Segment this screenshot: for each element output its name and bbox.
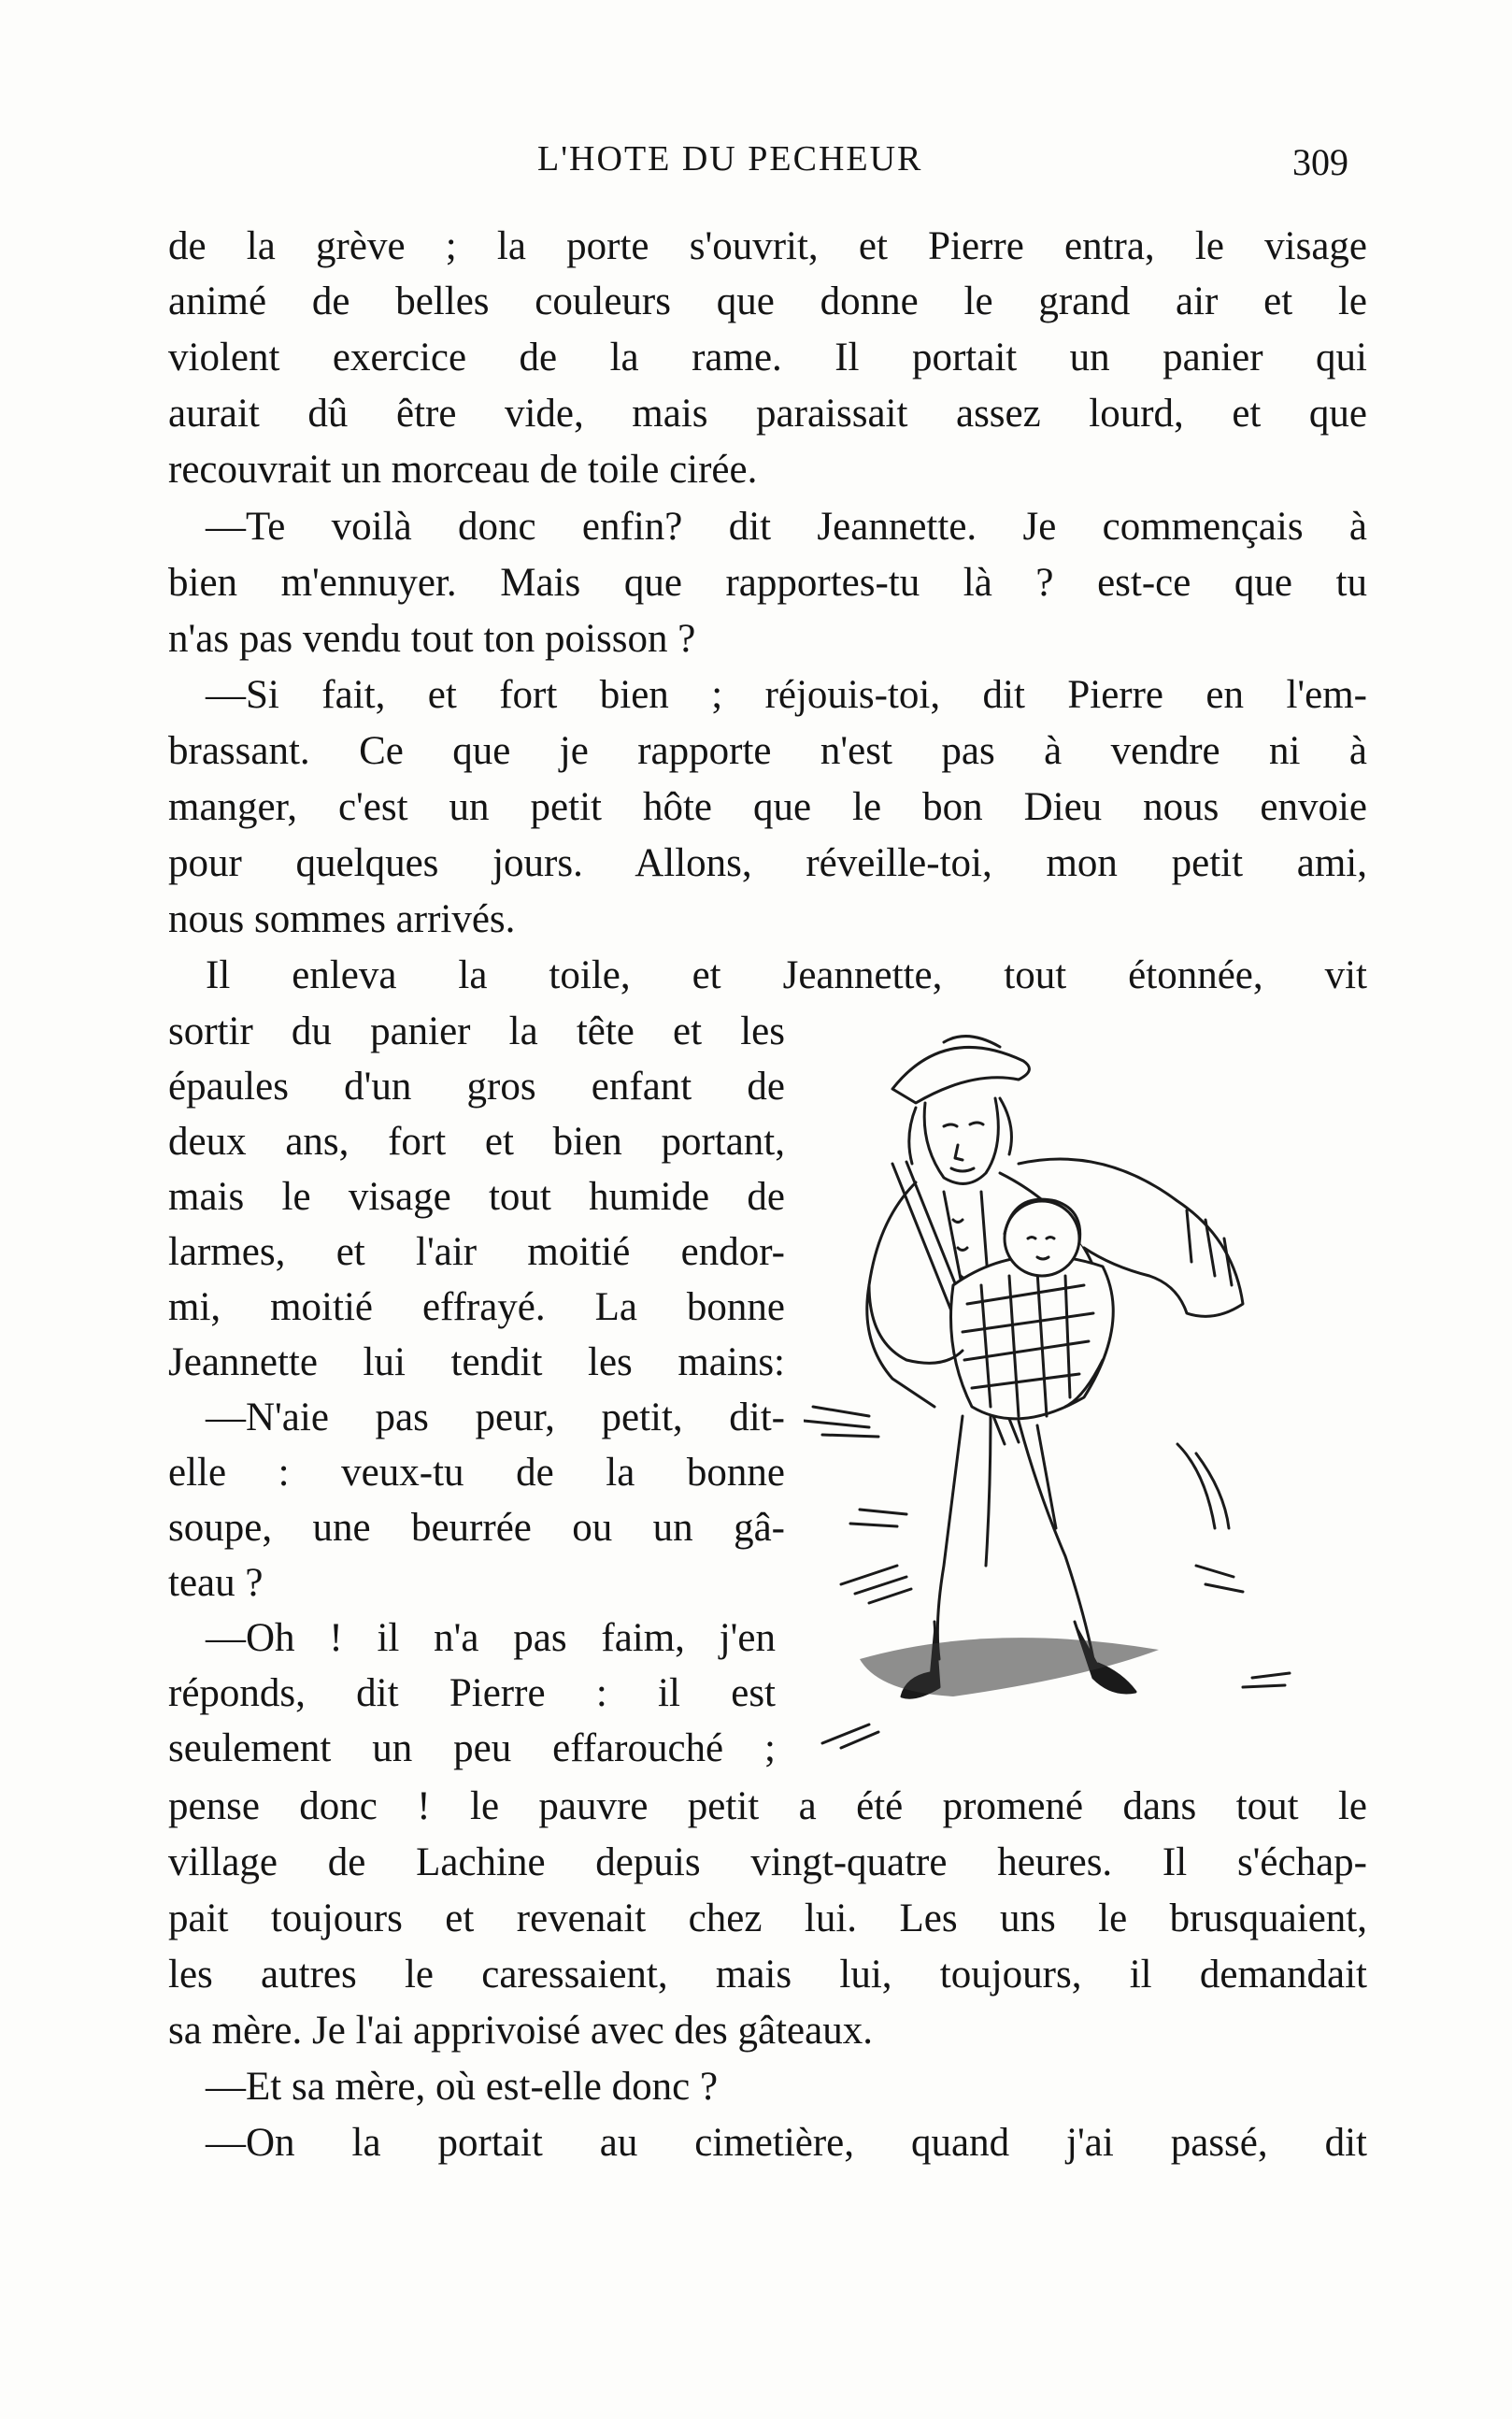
- text-line: manger, c'est un petit hôte que le bon Dieu nous envoie: [168, 785, 1367, 829]
- text-line: mais le visage tout humide de: [168, 1175, 785, 1219]
- text-line: —On la portait au cimetière, quand j'ai passé, dit: [206, 2121, 1367, 2165]
- text-line: seulement un peu effarouché ;: [168, 1726, 776, 1770]
- text-line: —Si fait, et fort bien ; réjouis-toi, dit Pierre en l'em-: [206, 673, 1367, 717]
- text-line: nous sommes arrivés.: [168, 897, 516, 941]
- page-number: 309: [1292, 141, 1348, 183]
- text-line: deux ans, fort et bien portant,: [168, 1120, 785, 1164]
- text-line: n'as pas vendu tout ton poisson ?: [168, 617, 696, 661]
- text-line: violent exercice de la rame. Il portait un panier qui: [168, 336, 1367, 379]
- text-line: village de Lachine depuis vingt-quatre heures. Il s'échap-: [168, 1840, 1367, 1884]
- text-line: pour quelques jours. Allons, réveille-toi, mon petit ami,: [168, 841, 1367, 885]
- text-line: de la grève ; la porte s'ouvrit, et Pierre entra, le visage: [168, 224, 1367, 268]
- text-line: recouvrait un morceau de toile cirée.: [168, 448, 758, 492]
- text-line: soupe, une beurrée ou un gâ-: [168, 1506, 785, 1550]
- text-line: aurait dû être vide, mais paraissait assez lourd, et que: [168, 392, 1367, 436]
- text-line: —Et sa mère, où est-elle donc ?: [206, 2065, 719, 2109]
- text-line: réponds, dit Pierre : il est: [168, 1671, 776, 1715]
- text-line: —N'aie pas peur, petit, dit-: [206, 1396, 785, 1439]
- text-line: —Oh ! il n'a pas faim, j'en: [206, 1616, 776, 1660]
- text-line: Il enleva la toile, et Jeannette, tout étonnée, vit: [206, 953, 1367, 997]
- text-line: elle : veux-tu de la bonne: [168, 1451, 785, 1495]
- text-line: larmes, et l'air moitié endor-: [168, 1230, 785, 1274]
- text-line: épaules d'un gros enfant de: [168, 1065, 785, 1109]
- fisherman-illustration-icon: [804, 1005, 1336, 1762]
- text-line: mi, moitié effrayé. La bonne: [168, 1285, 785, 1329]
- text-line: sortir du panier la tête et les: [168, 1009, 785, 1053]
- text-line: animé de belles couleurs que donne le grand air et le: [168, 279, 1367, 323]
- running-title: L'HOTE DU PECHEUR: [537, 139, 923, 179]
- text-line: brassant. Ce que je rapporte n'est pas à vendre ni à: [168, 729, 1367, 773]
- text-line: —Te voilà donc enfin? dit Jeannette. Je commençais à: [206, 505, 1367, 549]
- text-line: bien m'ennuyer. Mais que rapportes-tu là ? est-ce que tu: [168, 561, 1367, 605]
- text-line: teau ?: [168, 1561, 264, 1605]
- text-line: sa mère. Je l'ai apprivoisé avec des gâteaux.: [168, 2009, 873, 2053]
- text-line: les autres le caressaient, mais lui, toujours, il demandait: [168, 1953, 1367, 1997]
- text-line: Jeannette lui tendit les mains:: [168, 1340, 785, 1384]
- text-line: pait toujours et revenait chez lui. Les uns le brusquaient,: [168, 1897, 1367, 1940]
- text-line: pense donc ! le pauvre petit a été promené dans tout le: [168, 1784, 1367, 1828]
